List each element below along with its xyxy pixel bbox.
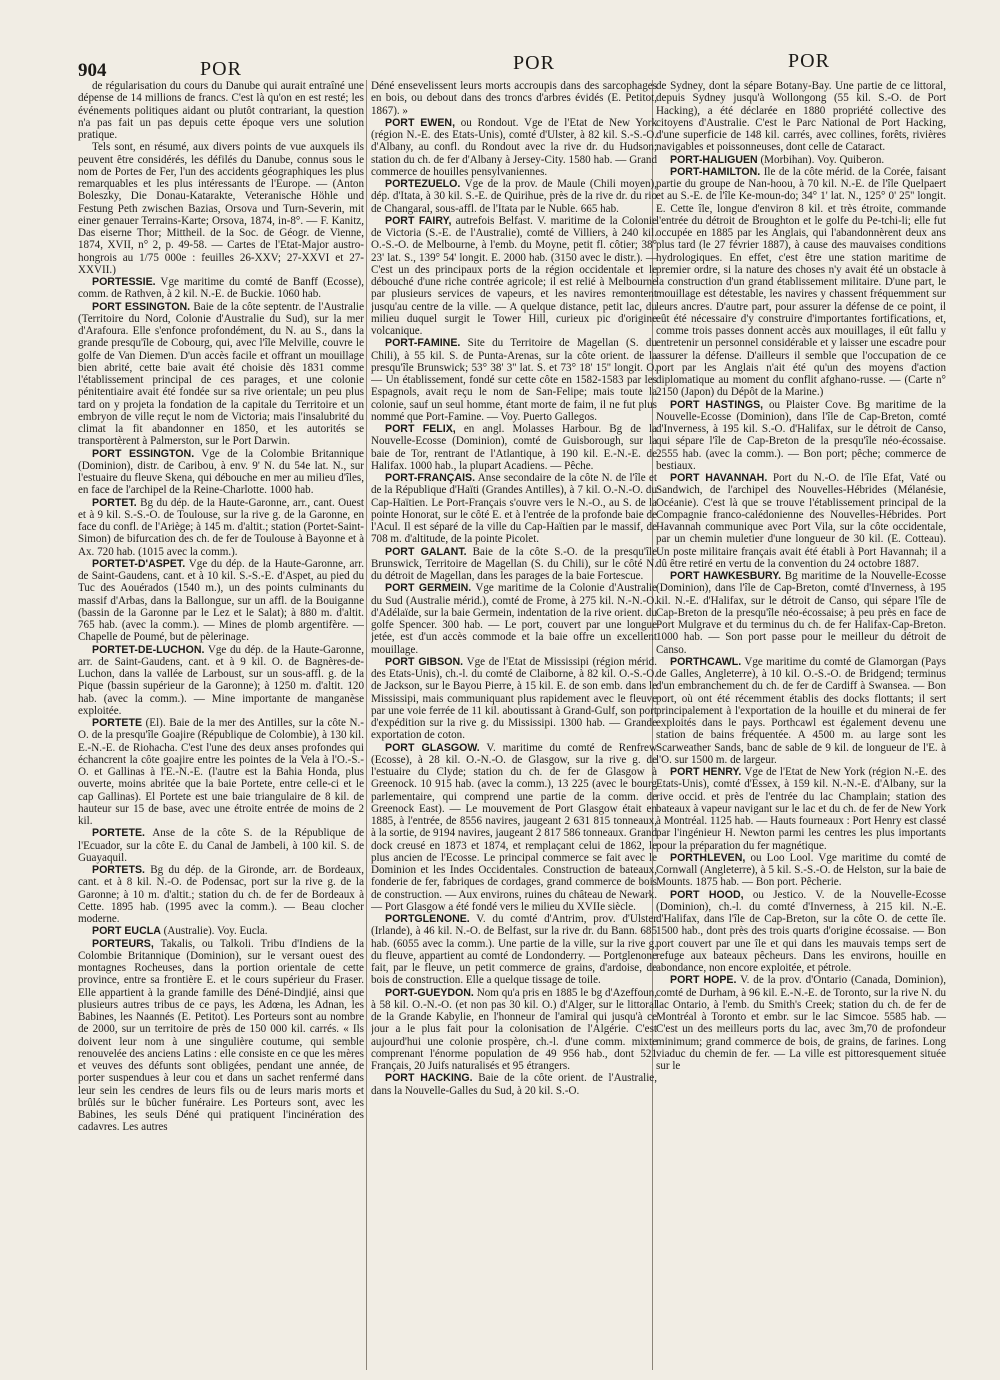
entry-headword: PORTET-D'ASPET. xyxy=(92,557,186,570)
entry-headword: PORT HENRY. xyxy=(670,766,742,778)
entry-headword: PORTESSIE. xyxy=(92,276,156,288)
entry-body: autrefois Belfast. V. maritime de la Colonie de Victoria (S.-E. de l'Australie), comté de Villiers, à 240 kil. O.-S.-O. de Melbourne, à l'emb. du Moyne, petit fl. côtier; 38° 23' lat. S., 139° 54' longit. E. 2000 hab. (3150 avec le distr.). — C'est un des principaux ports de la région occidentale et le débouché d'une riche contrée agricole; il est relié à Melbourne par plusieurs services de vapeurs, et les navires remontent jusqu'au centre de la ville. — A quelque distance, petit lac, du milieu duquel surgit le Tower Hill, curieux pic d'origine volcanique. xyxy=(371,214,657,337)
entry-body: V. de la prov. d'Ontario (Canada, Dominion), comté de Durham, à 96 kil. E.-N.-E. de Toronto, sur la rive N. du lac Ontario, à l'emb. du Smith's Creek; station du ch. de fer de Montréal à Toronto et embr. sur le lac Simcoe. 5585 hab. — C'est un des meilleurs ports du lac, avec 3m,70 de profondeur minimum; grand commerce de bois, de grains, de farines. Long viaduc du chemin de fer. — La ville est pittoresquement située sur le xyxy=(656,974,946,1072)
entry-porthleven xyxy=(656,852,946,889)
entry-port-gibson xyxy=(371,656,657,742)
entry-body: en angl. Molasses Harbour. Bg de la Nouvelle-Ecosse (Dominion), comté de Guisborough, sur la baie de Tor, rentrant de l'Atlantique, à 190 kil. E.-N.-E. de Halifax. 1000 hab., la plupart Acadiens. — Pêche. xyxy=(371,423,657,472)
entry-body: Vge maritime du comté de Glamorgan (Pays de Galles, Angleterre), à 10 kil. O.-S.-O. de Bridgend; terminus d'un embranchement du ch. de fer de Cardiff à Swansea. — Bon port, où ont été récemment établis des docks flottants; il sert principalement à l'exportation de la houille et du minerai de fer exploités dans le pays. Porthcawl est également devenu une station de bains fréquentée. A 4500 m. au large sont les Scarweather Sands, banc de sable de 9 kil. de longueur de l'E. à l'O. sur 1500 m. de largeur. xyxy=(656,655,946,766)
entry-headword: PORTET-DE-LUCHON. xyxy=(92,643,205,656)
entry-portessie xyxy=(78,276,364,301)
entry-port-hawkesbury xyxy=(656,570,946,656)
entry-port-hood xyxy=(656,889,946,975)
entry-body: Baie de la côte S.-O. de la presqu'île Brunswick, Territoire de Magellan (S. du Chili), sur le côté N. du détroit de Magellan, dans les parages de la baie Fortescue. xyxy=(371,545,657,582)
page-number: 904 xyxy=(78,60,107,81)
entry-headword: PORTHLEVEN, xyxy=(670,851,746,864)
paragraph: Tels sont, en résumé, aux divers points de vue auxquels ils peuvent être considérés, les défilés du Danube, connus sous le nom de Portes de Fer, l'un des accidents géographiques les plus remarquables et les plus intéressants de l'Europe. — (Anton Boleszky, Die Donau-Katarakte, Veteranische Höhle und Festung Peth zwischen Bazias, Orsova und Turn-Severin, mit einer genauer Terrains-Karte; Orsova, 1874, in-8°. — F. Kanitz, Das eiserne Thor; Mittheil. de la Soc. de Géogr. de Vienne, 1874, XVII, n° 2, p. 49-58. — Cartes de l'Etat-Major austro-hongrois au 1/75 000e : feuilles 26-XXV; 27-XXVI et 27-XXVII.) xyxy=(78,141,364,276)
paragraph: de Sydney, dont la sépare Botany-Bay. Une partie de ce littoral, depuis Sydney jusqu'à Wollongong (55 kil. S.-O. de Port Hacking), a été déclarée en 1880 propriété collective des citoyens d'Australie. C'est le Parc National de Port Hacking, d'une superficie de 148 kil. carrés, avec collines, forêts, rivières navigables et poissonneuses, dont celle de Cataract. xyxy=(656,80,946,154)
entry-portete-el xyxy=(78,717,364,827)
entry-body: ou Jestico. V. de la Nouvelle-Ecosse (Dominion), ch.-l. du comté d'Inverness, à 215 kil. N.-E. d'Halifax, dans l'île de Cap-Breton, sur la côte O. de cette île. 1500 hab., dont près des trois quarts d'origine écossaise. — Bon port couvert par une île et qui dans les mauvais temps sert de refuge aux bateaux pêcheurs. Dans les environs, houille en abondance, non encore exploitée, et pétrole. xyxy=(656,888,946,974)
entry-body: Bg maritime de la Nouvelle-Ecosse (Dominion), dans l'île de Cap-Breton, comté d'Inverness, à 195 kil. N.-E. d'Halifax, sur le détroit de Canso, qui sépare l'île de Cap-Breton de la presqu'île néo-écossaise; à peu près en face de Port Mulgrave et du terminus du ch. de fer Halifax-Cap-Breton. 1000 hab. — Son port passe pour le meilleur du détroit de Canso. xyxy=(656,570,946,656)
entry-headword: PORT GIBSON. xyxy=(385,655,464,668)
entry-headword: PORT-GUEYDON. xyxy=(385,986,474,999)
entry-body: Bg du dép. de la Haute-Garonne, arr., cant. Ouest et à 9 kil. S.-S.-O. de Toulouse, sur la rive g. de la Garonne, en face du confl. de l'Ariège; à 145 m. d'altit.; station (Portet-Saint-Simon) de bifurcation des ch. de fer de Toulouse à Bayonne et à Ax. 720 hab. (1015 avec la comm.). xyxy=(78,496,364,558)
entry-body: ou Loo Lool. Vge maritime du comté de Cornwall (Angleterre), à 5 kil. S.-S.-O. de Helston, sur la baie de Mounts. 1875 hab. — Bon port. Pêcherie. xyxy=(656,851,946,889)
entry-body: (Morbihan). Voy. Quiberon. xyxy=(757,153,885,166)
entry-portete xyxy=(78,827,364,864)
entry-headword: PORT HAWKESBURY. xyxy=(670,570,782,582)
entry-portglenone xyxy=(371,913,657,987)
running-head-right: POR xyxy=(788,50,830,72)
entry-headword: PORTHCAWL. xyxy=(670,655,742,668)
entry-porteurs xyxy=(78,938,364,1134)
entry-port-essington-1 xyxy=(78,301,364,448)
entry-headword: PORTEZUELO. xyxy=(385,178,461,190)
entry-headword: PORTETE xyxy=(92,717,143,729)
entry-headword: PORT HOOD, xyxy=(670,888,744,901)
entry-body: Baie de la côte orient. de l'Australie, dans la Nouvelle-Galles du Sud, à 20 kil. S.-O. xyxy=(371,1072,657,1097)
entry-headword: PORT GERMEIN. xyxy=(385,582,472,595)
entry-porthcawl xyxy=(656,656,946,766)
entry-body: V. du comté d'Antrim, prov. d'Ulster (Irlande), à 46 kil. N.-O. de Belfast, sur la rive dr. du Bann. 685 hab. (6055 avec la comm.). Une partie de la ville, sur la rive g. du fleuve, appartient au comté de Londonderry. — Portglenone fait, par le fleuve, un petit commerce de grains, d'ardoise, de bois de construction. Elle a quelque tissage de toile. xyxy=(371,913,657,987)
entry-body: Vge de la prov. de Maule (Chili moyen), dép. d'Itata, à 30 kil. S.-E. de Quirihue, près de la rive dr. du rio de Changaral, sous-affl. de l'Itata par le Nuble. 665 hab. xyxy=(371,178,657,215)
entry-headword: PORT-HALIGUEN xyxy=(670,153,758,166)
entry-port-hacking xyxy=(371,1072,657,1097)
column-right xyxy=(656,80,946,1370)
entry-headword: PORT-FAMINE. xyxy=(385,337,461,350)
entry-port-galant xyxy=(371,546,657,583)
entry-headword: PORT-FRANÇAIS. xyxy=(385,472,476,484)
entry-port-henry xyxy=(656,766,946,852)
entry-headword: PORTETS. xyxy=(92,864,145,876)
entry-body: Anse secondaire de la côte N. de l'île et de la République d'Haïti (Grandes Antilles), à 7 kil. O.-N.-O. du Cap-Haïtien. Le Port-Français s'ouvre vers le N.-O., au S. de la pointe Honorat, sur le côté E. et à l'entrée de la profonde baie de l'Acul. Il est séparé de la ville du Cap-Haïtien par le massif, de 708 m. d'altitude, de la pointe Picolet. xyxy=(371,472,657,546)
entry-body: Vge maritime du comté de Banff (Ecosse), comm. de Rathven, à 2 kil. N.-E. de Buckie. 1060 hab. xyxy=(78,276,364,301)
entry-headword: PORT-HAMILTON. xyxy=(670,165,761,178)
entry-headword: PORT ESSINGTON. xyxy=(92,300,191,313)
entry-body: (Australie). Voy. Eucla. xyxy=(160,925,268,938)
entry-headword: PORTGLENONE. xyxy=(385,913,470,925)
entry-headword: PORT EUCLA xyxy=(92,925,161,938)
paragraph: de régularisation du cours du Danube qui aurait entraîné une dépense de 14 millions de francs. C'est là qu'on en est resté; les événements politiques aidant ou plutôt contrariant, la question n'a pas fait un pas depuis cette époque vers une solution pratique. xyxy=(78,80,364,141)
entry-body: Vge maritime de la Colonie d'Australie du Sud (Australie mérid.), comté de Frome, à 275 kil. N.-N.-O. d'Adélaïde, sur la baie Germein, indentation de la rive orient. du golfe Spencer. 300 hab. — Le port, couvert par une longue jetée, est d'un accès commode et la baie offre un excellent mouillage. xyxy=(371,582,657,656)
entry-headword: PORT EWEN, xyxy=(385,116,456,129)
entry-port-glasgow xyxy=(371,742,657,914)
entry-headword: PORTETE. xyxy=(92,827,145,840)
entry-port-ewen xyxy=(371,117,657,178)
entry-body: Anse de la côte S. de la République de l'Ecuador, sur la côte E. du Canal de Jambeli, à 100 kil. S. de Guayaquil. xyxy=(78,827,364,864)
entry-body: Vge du dép. de la Haute-Garonne, arr. de Saint-Gaudens, cant. et à 10 kil. S.-S.-E. d'Aspet, au pied du Tuc des Aouérados (1540 m.), un des points culminants du massif d'Arbas, dans la Ballongue, sur un affl. de la Bouiganne (bassin de la Garonne par le Lez et le Salat); à 880 m. d'altit. 765 hab. (avec la comm.). — Mines de plomb argentifère. — Chapelle de Poumé, but de pèlerinage. xyxy=(78,557,364,644)
page-header xyxy=(78,48,970,82)
column-rule xyxy=(366,80,367,1370)
entry-body: (El). Baie de la mer des Antilles, sur la côte N.-O. de la presqu'île Goajire (République de Colombie), à 130 kil. E.-N.-E. de Riohacha. C'est l'une des deux anses profondes qui échancrent la côte goajire entre les pointes de la Vela à l'O.-S.-O. et Gallinas à l'E.-N.-E. (l'autre est la Bahia Honda, plus ouverte, moins abritée que la baie Portete, entre celle-ci et le cap Gallinas). El Portete est une baie triangulaire de 8 kil. de hauteur sur 15 de base, avec une étroite entrée de moins de 2 kil. xyxy=(78,717,364,827)
running-head-center: POR xyxy=(513,52,555,74)
entry-headword: PORTEURS, xyxy=(92,937,154,950)
entry-portet-de-luchon xyxy=(78,644,364,718)
entry-body: ou Plaister Cove. Bg maritime de la Nouvelle-Ecosse (Dominion), dans l'île de Cap-Breton, comté d'Inverness, à 195 kil. S.-O. d'Halifax, sur le détroit de Canso, qui sépare l'île de Cap-Breton de la presqu'île néo-écossaise. 2555 hab. (avec la comm.). — Bon port; pêche; commerce de bestiaux. xyxy=(656,398,946,472)
entry-body: Nom qu'a pris en 1885 le bg d'Azeffoun, à 58 kil. O.-N.-O. (et non pas 30 kil. O.) d'Alger, sur le littoral de la Grande Kabylie, en l'honneur de l'amiral qui jusqu'à ce jour a le plus fait pour la colonisation de l'Algérie. C'est aujourd'hui une colonie prospère, ch.-l. d'une comm. mixte comprenant l'énorme population de 49 956 hab., dont 521 Français, 20 Juifs naturalisés et 95 étrangers. xyxy=(371,986,657,1072)
entry-body: Vge de l'Etat de New York (région N.-E. des Etats-Unis), comté d'Essex, à 159 kil. N.-N.-E. d'Albany, sur la rive occid. et près de l'entrée du lac Champlain; station des bateaux à vapeur navigant sur le lac et du ch. de fer de New York à Montréal. 1125 hab. — Hauts fourneaux : Port Henry est classé par l'ingénieur H. Newton parmi les centres les plus importants pour la préparation du fer magnétique. xyxy=(656,766,946,852)
entry-portet xyxy=(78,497,364,558)
text-columns xyxy=(78,80,968,1370)
entry-portets xyxy=(78,864,364,925)
entry-port-famine xyxy=(371,337,657,423)
entry-body: Ile de la côte mérid. de la Corée, faisant partie du groupe de Nan-hoou, à 70 kil. N.-E. de l'île Quelpaert et au S.-E. de l'île Ke-moun-do; 34° 1' lat. N., 125° 0' 25'' longit. E. Cette île, longue d'environ 8 kil. et très étroite, commande l'entrée du détroit de Broughton et le golfe du Pe-tchi-li; elle fut occupée en 1885 par les Anglais, qui l'abandonnèrent deux ans plus tard (le 27 février 1887), à cause des mauvaises conditions hydrologiques. En effet, c'est être une station maritime de premier ordre, si la nature des choses n'y avait été un obstacle à la construction d'un grand établissement militaire. D'une part, le mouillage est détestable, les navires y chassent fréquemment sur leurs ancres. D'autre part, pour assurer la défense de ce point, il eût été nécessaire d'y construire d'importantes fortifications, et, comme trois passes donnent accès aux mouillages, il eût fallu y entretenir un personnel considérable et y laisser une escadre pour assurer la défense. D'ailleurs il semble que l'occupation de ce port par les Anglais n'ait été qu'un des moyens d'action diplomatique au moment du conflit afghano-russe. — (Carte n° 2150 (Japon) du Dépôt de la Marine.) xyxy=(656,165,946,399)
entry-headword: PORT FELIX, xyxy=(385,423,456,435)
entry-headword: PORT GALANT. xyxy=(385,545,467,558)
entry-headword: PORT GLASGOW. xyxy=(385,741,480,754)
entry-headword: PORT ESSINGTON. xyxy=(92,447,195,460)
entry-port-essington-2 xyxy=(78,448,364,497)
paragraph: Déné ensevelissent leurs morts accroupis dans des sarcophages en bois, ou debout dans des troncs d'arbres évidés (E. Petitot, 1867). » xyxy=(371,80,657,117)
entry-port-hastings xyxy=(656,399,946,473)
entry-port-haliguen xyxy=(656,154,946,166)
entry-port-felix xyxy=(371,423,657,472)
entry-headword: PORT HAVANNAH. xyxy=(670,472,768,484)
entry-body: Site du Territoire de Magellan (S. du Chili), à 55 kil. S. de Punta-Arenas, sur la côte orient. de la presqu'île Brunswick; 53° 38' 3'' lat. S. et 73° 18' 15'' longit. O. — Un établissement, fondé sur cette côte en 1582-1583 par les Espagnols, avait reçu le nom de San-Felipe; mais toute la colonie, sauf un seul homme, étant morte de faim, il ne fut plus nommé que Port-Famine. — Voy. Puerto Gallegos. xyxy=(371,337,657,423)
entry-port-hope xyxy=(656,974,946,1072)
entry-port-germein xyxy=(371,582,657,656)
entry-port-havannah xyxy=(656,472,946,570)
entry-port-hamilton xyxy=(656,166,946,399)
entry-body: ou Rondout. Vge de l'Etat de New York (région N.-E. des Etats-Unis), comté d'Ulster, à 82 kil. S.-S.-O. d'Albany, au confl. du Rondout avec la rive dr. du Hudson; station du ch. de fer d'Albany à Jersey-City. 1580 hab. — Grand commerce de houilles pensylvaniennes. xyxy=(371,116,657,178)
column-left xyxy=(78,80,364,1370)
entry-body: Port du N.-O. de l'île Efat, Vaté ou Sandwich, de l'archipel des Nouvelles-Hébrides (Mélanésie, Océanie). C'est là que se trouve l'établissement principal de la Compagnie franco-calédonienne des Nouvelles-Hébrides. Port Havannah communique avec Port Vila, sur la côte occidentale, par un chemin muletier d'une longueur de 30 kil. (E. Cotteau). Un poste militaire français avait été établi à Port Havannah; il a dû être retiré en vertu de la convention du 24 octobre 1887. xyxy=(656,472,946,570)
entry-portet-d-aspet xyxy=(78,558,364,644)
entry-port-gueydon xyxy=(371,987,657,1073)
entry-headword: PORT HASTINGS, xyxy=(670,398,764,411)
entry-portezuelo xyxy=(371,178,657,215)
entry-headword: PORT HACKING. xyxy=(385,1072,473,1085)
entry-body: Takalis, ou Talkoli. Tribu d'Indiens de la Colombie Britannique (Dominion), sur le versant ouest des montagnes Rocheuses, dans la portion orientale de cette province, entre sa frontière E. et le cours supérieur du Fraser. Elle appartient à la grande famille des Déné-Dindjié, ainsi que plusieurs autres tribus de ce pays, les Adœna, les Adnan, les Babines, les Naannés (E. Petitot). Les Porteurs sont au nombre de 2000, sur un territoire de près de 150 000 kil. carrés. « Ils doivent leur nom à une singulière coutume, qui semble renouvelée des anciens Latins : elle consiste en ce que les mères et veuves des défunts sont obligées, pendant une année, de porter suspendues à leur cou et dans un sachet renfermé dans leur sein les cendres de leurs fils ou de leurs maris morts et brûlés sur le bûcher funéraire. Les Porteurs sont, avec les Babines, les seuls Déné qui pratiquent l'incinération des cadavres. Les autres xyxy=(78,937,364,1134)
entry-port-fairy xyxy=(371,215,657,338)
entry-body: Vge de la Colombie Britannique (Dominion), distr. de Caribou, à env. 9' N. du 54e lat. N., sur l'estuaire du fleuve Skena, qui débouche en mer au milieu d'îles, en face de l'archipel de la Reine-Charlotte. 1000 hab. xyxy=(78,447,364,497)
entry-body: Vge de l'Etat de Mississipi (région mérid. des Etats-Unis), ch.-l. du comté de Claiborne, à 82 kil. O.-S.-O. de Jackson, sur le Bayou Pierre, à 15 kil. E. de son emb. dans le Mississipi, mais communiquant plus rapidement avec le fleuve par une voie ferrée de 11 kil. aboutissant à Grand-Gulf, son port d'expédition sur la rive g. du Mississipi. 1300 hab. — Grande exportation de coton. xyxy=(371,655,657,742)
entry-body: V. maritime du comté de Renfrew (Ecosse), à 28 kil. O.-N.-O. de Glasgow, sur la rive g. de l'estuaire du Clyde; station du ch. de fer de Glasgow à Greenock. 10 915 hab. (avec la comm.), 13 225 (avec le bourg parlementaire, qui comprend une partie de la comm. de Greenock East). — Le mouvement de Port Glasgow était en 1885, à l'entrée, de 8556 navires, jaugeant 2 631 815 tonneaux, à la sortie, de 9194 navires, jaugeant 2 817 586 tonneaux. Grand dock creusé en 1873 et 1874, et remplaçant celui de 1862, le plus ancien de l'Ecosse. Le principal commerce se fait avec le Dominion et les Indes Occidentales. Construction de bateaux, fonderie de fer, fabriques de cordages, grand commerce de bois de construction. — Aux environs, ruines du château de Newark. — Port Glasgow a été fondé vers le milieu du XVIIe siècle. xyxy=(371,741,657,913)
entry-body: Baie de la côte septentr. de l'Australie (Territoire du Nord, Colonie d'Australie du Sud), sur la mer d'Arafoura. Elle s'enfonce profondément, du N. au S., dans la grande presqu'île de Cobourg, qui, avec l'île Melville, couvre le golfe de Van Diemen. D'un accès facile et offrant un mouillage bien abrité, cette baie avait été choisie dès 1831 comme l'établissement principal de ces parages, et une colonie pénitentiaire avait été fondée sur sa rive orientale; un peu plus tard on y projeta la fondation de la capitale du Territoire et un embryon de ville reçut le nom de Victoria; mais l'insalubrité du climat la fit abandonner en 1850, et les autorités se transportèrent à Palmerston, sur le Port Darwin. xyxy=(78,300,364,448)
entry-port-francais xyxy=(371,472,657,546)
column-middle xyxy=(371,80,657,1370)
entry-body: Vge du dép. de la Haute-Garonne, arr. de Saint-Gaudens, cant. et à 9 kil. O. de Bagnères-de-Luchon, dans la vallée de Larboust, sur un sous-affl. g. de la Pique (bassin supérieur de la Garonne); à 1250 m. d'altit. 120 hab. (avec la comm.). — Mine importante de manganèse exploitée. xyxy=(78,643,364,717)
running-head-left: POR xyxy=(200,58,242,80)
entry-headword: PORTET. xyxy=(92,496,137,509)
entry-headword: PORT FAIRY, xyxy=(385,214,452,227)
entry-port-eucla xyxy=(78,925,364,937)
entry-headword: PORT HOPE. xyxy=(670,974,737,987)
entry-body: Bg du dép. de la Gironde, arr. de Bordeaux, cant. et à 8 kil. N.-O. de Podensac, port sur la rive g. de la Garonne; à 10 m. d'altit.; station du ch. de fer de Bordeaux à Cette. 1895 hab. (1995 avec la comm.). — Beau clocher moderne. xyxy=(78,864,364,925)
